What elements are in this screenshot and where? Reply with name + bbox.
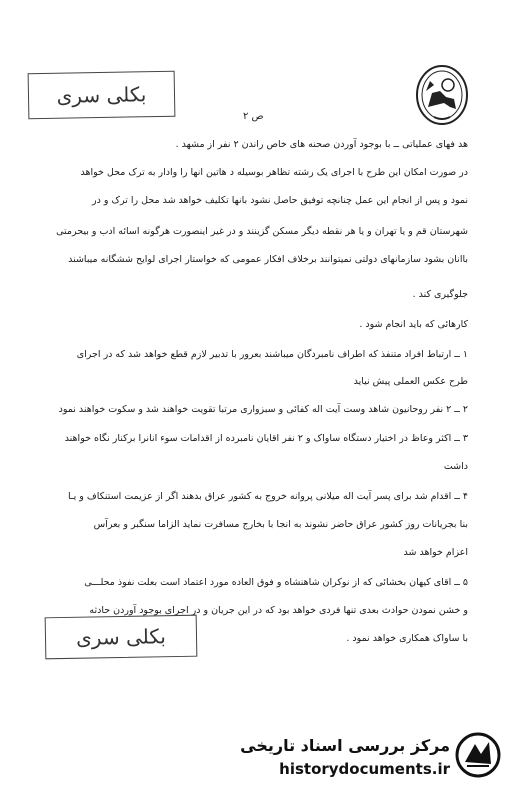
page-number: ص ۲ bbox=[243, 111, 264, 122]
archive-logo-icon bbox=[455, 732, 501, 778]
text-line: و خشن نمودن حوادث بعدی تنها فردی خواهد بود که در این جریان و در اجرای بوجود آوردن حادثه bbox=[89, 605, 468, 616]
text-line: هد فهای عملیاتی ــ با بوجود آوردن صحنه های خاص راندن ۲ نفر از مشهد . bbox=[175, 139, 468, 150]
text-line: بنا بجریانات روز کشور عراق حاضر نشوند به انجا با بخارج مسافرت نماید الزاما سنگبر و بعرآس bbox=[93, 519, 468, 530]
text-line: باانان بشود سازمانهای دولتی نمیتوانند برخلاف افکار عمومی که خواستار اجرای لوایح ششگانه میباشند bbox=[68, 254, 468, 265]
text-line: شهرستان قم و یا تهران و یا هر نقطه دیگر مسکن گزینند و در غیر اینصورت هرگونه اسائه ادب و بیحرمتی bbox=[56, 226, 468, 237]
text-line: طرح عکس العملی پیش نیاید bbox=[353, 376, 468, 387]
text-line: کارهائی که باید انجام شود . bbox=[359, 319, 468, 330]
text-line: ۴ ــ اقدام شد برای پسر آیت اله میلانی پروانه خروج به کشور عراق بدهند اگر از عزیمت استنکاف و یـا bbox=[67, 491, 468, 502]
watermark-url: historydocuments.ir bbox=[279, 760, 450, 778]
text-line: ۵ ــ اقای کیهان بخشائی که از نوکران شاهنشاه و فوق العاده مورد اعتماد است بعلت نفوذ محلـــی bbox=[84, 577, 468, 588]
text-line: در صورت امکان این طرح با اجرای یک رشته تظاهر بوسیله د هاتین انها را وادار به ترک محل خواهد bbox=[80, 167, 468, 178]
watermark-title: مرکز بررسی اسناد تاریخی bbox=[240, 736, 450, 755]
classification-stamp-top bbox=[28, 71, 176, 120]
stamp-text: بکلی سری bbox=[56, 82, 147, 108]
text-line: ۱ ــ ارتباط افراد متنفذ که اطراف نامبردگان میباشند بعرور با تدبیر لازم قطع خواهد شد که در اجرای bbox=[76, 349, 468, 360]
text-line: اعزام خواهد شد bbox=[403, 547, 468, 558]
text-line: نمود و پس از انجام این عمل چنانچه توفیق حاصل نشود بانها تکلیف خواهد شد محل را ترک و در bbox=[92, 195, 468, 206]
text-line: ۲ ــ ۲ نفر روحانیون شاهد وست آیت اله کفائی و سبزواری مرتبا تقویت خواهند شد و سکوت خواهند نمود bbox=[58, 404, 468, 415]
text-line: داشت bbox=[443, 461, 468, 472]
text-line: جلوگیری کند . bbox=[412, 289, 468, 300]
classification-stamp-bottom bbox=[45, 615, 198, 660]
text-line: با ساواک همکاری خواهد نمود . bbox=[346, 633, 468, 644]
lion-sun-emblem-icon bbox=[414, 63, 470, 127]
stamp-text: بکلی سری bbox=[75, 624, 167, 650]
text-line: ۳ ــ اکثر وعاظ در اختیار دستگاه ساواک و ۲ نفر اقایان نامبرده از اقدامات سوء انانرا برکنار نگاه خواهند bbox=[64, 433, 468, 444]
